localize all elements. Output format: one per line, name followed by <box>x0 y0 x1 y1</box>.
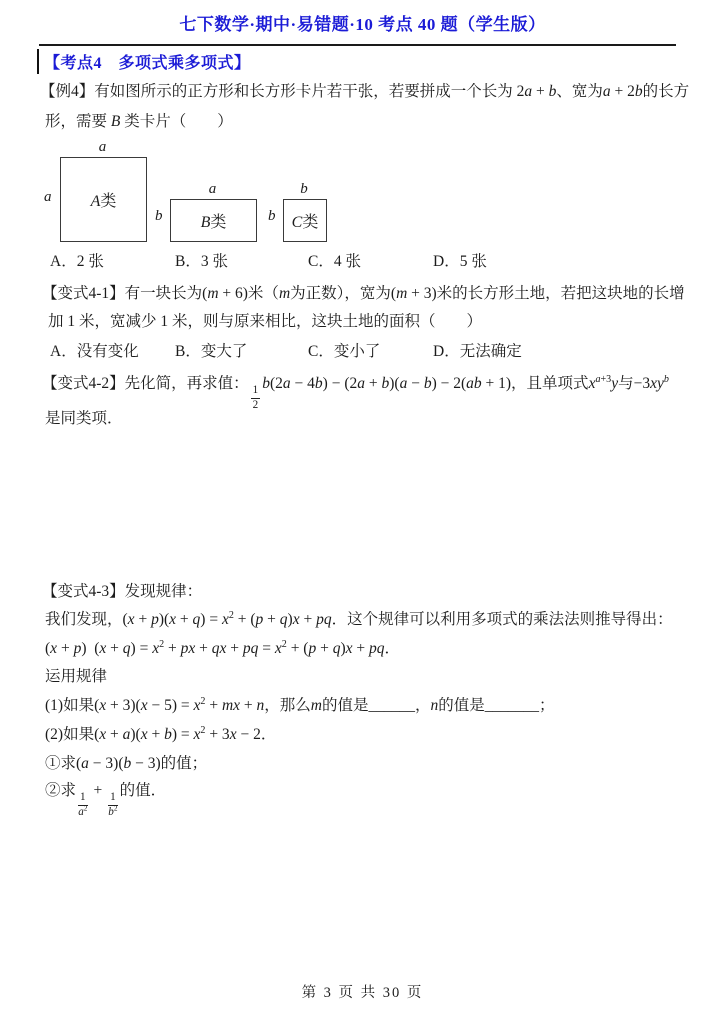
variant43-line3: 运用规律 <box>45 668 108 685</box>
variant43-heading: 【变式4-3】发现规律： <box>42 583 203 600</box>
card-c-left-dimension: b <box>268 208 276 224</box>
card-c-box <box>283 199 327 242</box>
card-b-box <box>170 199 257 242</box>
card-b-label: B类 <box>200 214 227 231</box>
variant41-option-d: D．无法确定 <box>433 343 522 360</box>
example4-option-a: A．2 张 <box>50 253 104 270</box>
section-heading: 【考点4 多项式乘多项式】 <box>44 55 251 72</box>
variant43-line4: (1)如果$(x + 3)(x - 5) = x^2$ + mx + n，那么m的值是______，n的值是_______； <box>45 695 555 714</box>
variant43-line7: ②求 $\frac{1}{a^2}$ + $\frac{1}{b^2}$ 的值． <box>45 782 167 818</box>
variant41-line2: 加 1 米，宽减少 1 米，则与原来相比，这块土地的面积（ ） <box>48 313 483 330</box>
card-c-top-dimension: b <box>300 181 308 197</box>
page-number: 第 3 页 共 30 页 <box>301 985 424 1001</box>
variant42-line2: 是同类项． <box>45 410 123 427</box>
card-a-left-dimension: a <box>44 189 52 205</box>
variant41-line1: 【变式4-1】有一块长为(m + 6)米（m为正数），宽为(m + 3)米的长方形土地，若把这块地的长增 <box>42 285 685 302</box>
card-a-label: A类 <box>90 193 117 210</box>
text-cursor-bar <box>37 49 39 74</box>
variant42-line1: 【变式4-2】先化简，再求值： $\frac{1}{2}$ b(2a − 4b) − (2a + b)(a − b) − 2(ab + 1)，且单项式$x^{a+3}y$与$-3xy^b$ <box>42 373 669 411</box>
example4-option-b: B．3 张 <box>175 253 228 270</box>
variant43-line1: 我们发现，$(x + p)(x + q) = x^2 + (p + q)x$ + pq．这个规律可以利用多项式的乘法法则推导得出： <box>45 609 673 628</box>
variant41-option-b: B．变大了 <box>175 343 248 360</box>
card-a-box <box>60 157 147 242</box>
example4-option-d: D．5 张 <box>433 253 487 270</box>
card-b-top-dimension: a <box>208 181 217 197</box>
card-c-label: C类 <box>291 214 319 231</box>
page-title: 七下数学·期中·易错题·10 考点 40 题（学生版） <box>179 15 546 34</box>
example4-option-c: C．4 张 <box>308 253 361 270</box>
variant43-line2: (x + p) $(x + q) = x^2$ + px + qx + pq = $x^2 + (p + q)x$ + pq． <box>45 638 401 657</box>
example4-line1: 【例4】有如图所示的正方形和长方形卡片若干张，若要拼成一个长为 2a + b、宽为a + 2b的长方 <box>40 83 690 100</box>
example4-line2: 形，需要 B 类卡片（ ） <box>45 113 233 130</box>
variant43-line5: (2)如果$(x + a)(x + b) = x^2 + 3x - 2$． <box>45 724 277 743</box>
card-b-left-dimension: b <box>155 208 163 224</box>
variant43-line6: ①求(a − 3)(b − 3)的值； <box>45 755 208 772</box>
card-a-top-dimension: a <box>98 139 107 155</box>
variant41-option-a: A．没有变化 <box>50 343 139 360</box>
variant41-option-c: C．变小了 <box>308 343 381 360</box>
header-rule-divider <box>39 44 676 46</box>
